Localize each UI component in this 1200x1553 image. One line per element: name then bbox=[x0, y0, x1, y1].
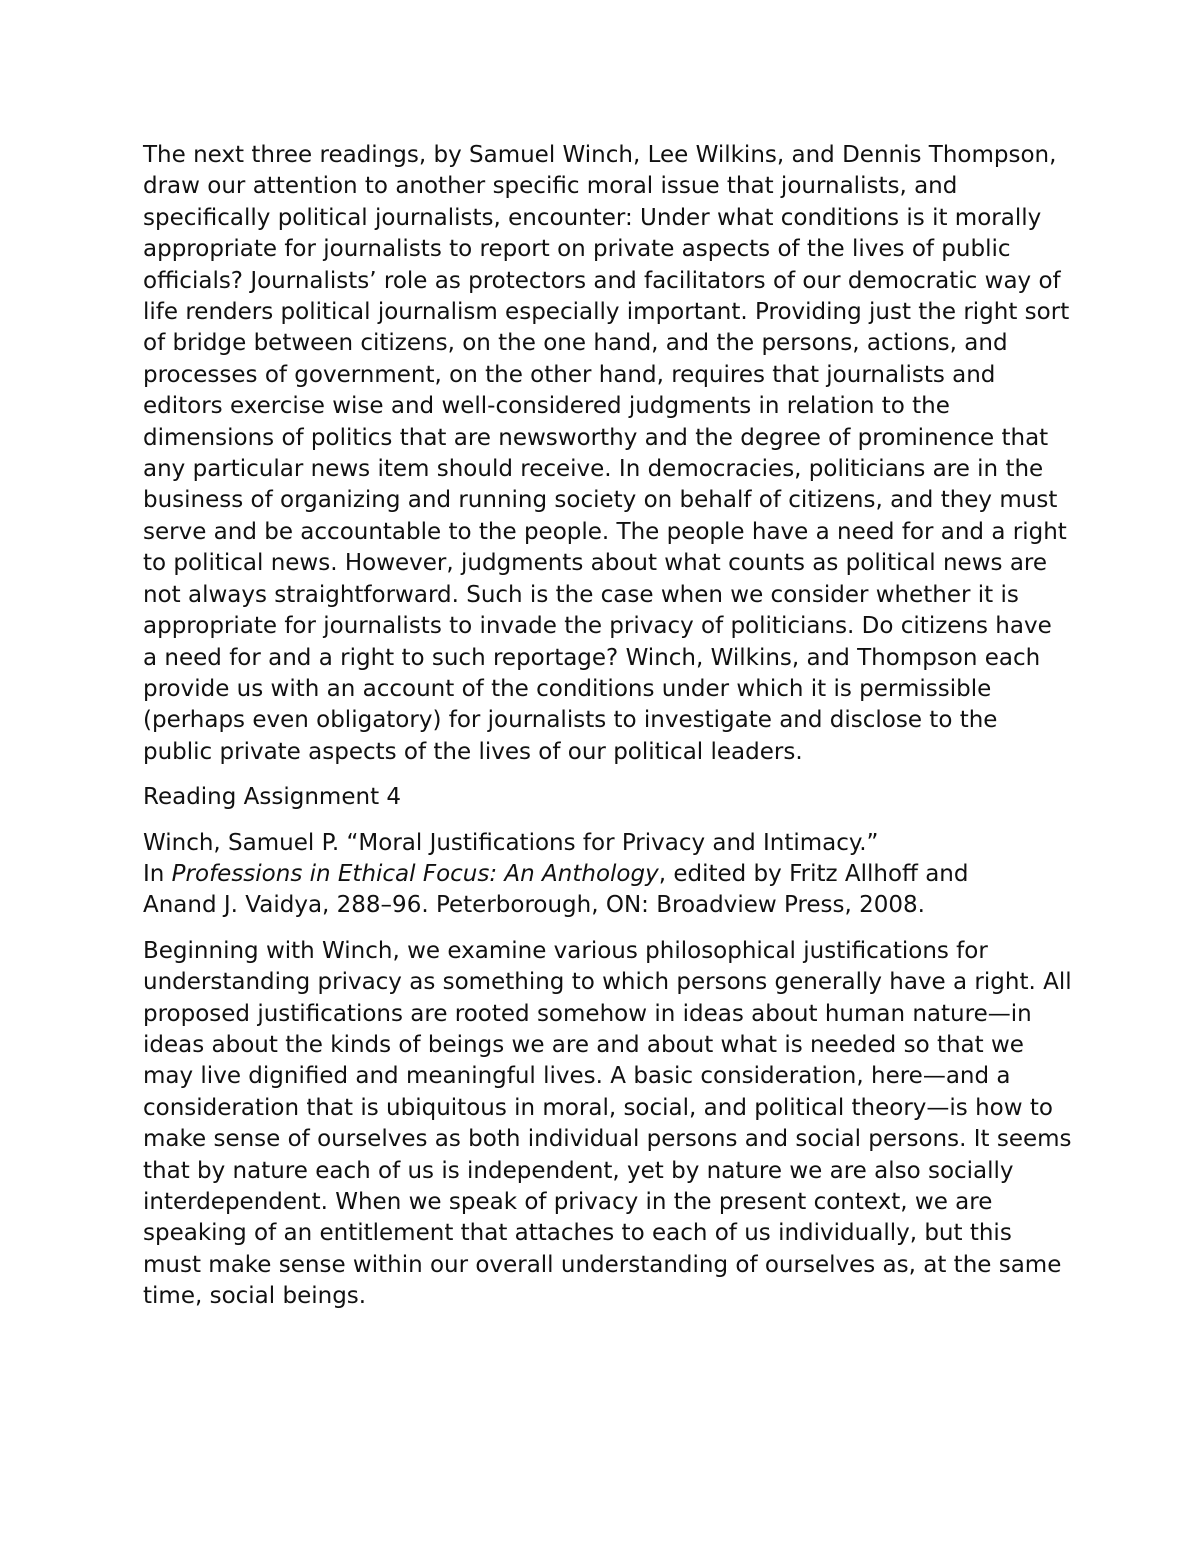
bibliographic-citation bbox=[143, 828, 1073, 922]
citation-prefix: In bbox=[143, 860, 172, 887]
citation-source-line bbox=[143, 859, 1073, 890]
intro-paragraph: The next three readings, by Samuel Winch, Lee Wilkins, and Dennis Thompson, draw our attention to another specific moral issue that journalists, and specifically political journalists, encounter: Under what conditions is it morally appropriate for journalists to report on private aspects of the lives of public officials? Journalists’ role as protectors and facilitators of our democratic way of life renders political journalism especially important. Providing just the right sort of bridge between citizens, on the one hand, and the persons, actions, and processes of government, on the other hand, requires that journalists and editors exercise wise and well-considered judgments in relation to the dimensions of politics that are newsworthy and the degree of prominence that any particular news item should receive. In democracies, politicians are in the business of organizing and running society on behalf of citizens, and they must serve and be accountable to the people. The people have a need for and a right to political news. However, judgments about what counts as political news are not always straightforward. Such is the case when we consider whether it is appropriate for journalists to invade the privacy of politicians. Do citizens have a need for and a right to such reportage? Winch, Wilkins, and Thompson each provide us with an account of the conditions under which it is permissible (perhaps even obligatory) for journalists to investigate and disclose to the public private aspects of the lives of our political leaders. bbox=[143, 142, 1070, 765]
citation-publication: Anand J. Vaidya, 288–96. Peterborough, ON: Broadview Press, 2008. bbox=[143, 892, 925, 919]
document-body bbox=[143, 140, 1073, 1327]
citation-editors: , edited by Fritz Allhoff and bbox=[658, 860, 969, 887]
citation-author-title: Winch, Samuel P. “Moral Justifications for Privacy and Intimacy.” bbox=[143, 829, 879, 856]
reading-assignment-heading: Reading Assignment 4 bbox=[143, 784, 402, 811]
citation-book-title: Professions in Ethical Focus: An Anthology bbox=[171, 860, 659, 887]
body-paragraph: Beginning with Winch, we examine various philosophical justifications for understanding privacy as something to which persons generally have a right. All proposed justifications are rooted somehow in ideas about human nature—in ideas about the kinds of beings we are and about what is needed so that we may live dignified and meaningful lives. A basic consideration, here—and a consideration that is ubiquitous in moral, social, and political theory—is how to make sense of ourselves as both individual persons and social persons. It seems that by nature each of us is independent, yet by nature we are also socially interdependent. When we speak of privacy in the present context, we are speaking of an entitlement that attaches to each of us individually, but this must make sense within our overall understanding of ourselves as, at the same time, social beings. bbox=[143, 937, 1072, 1310]
